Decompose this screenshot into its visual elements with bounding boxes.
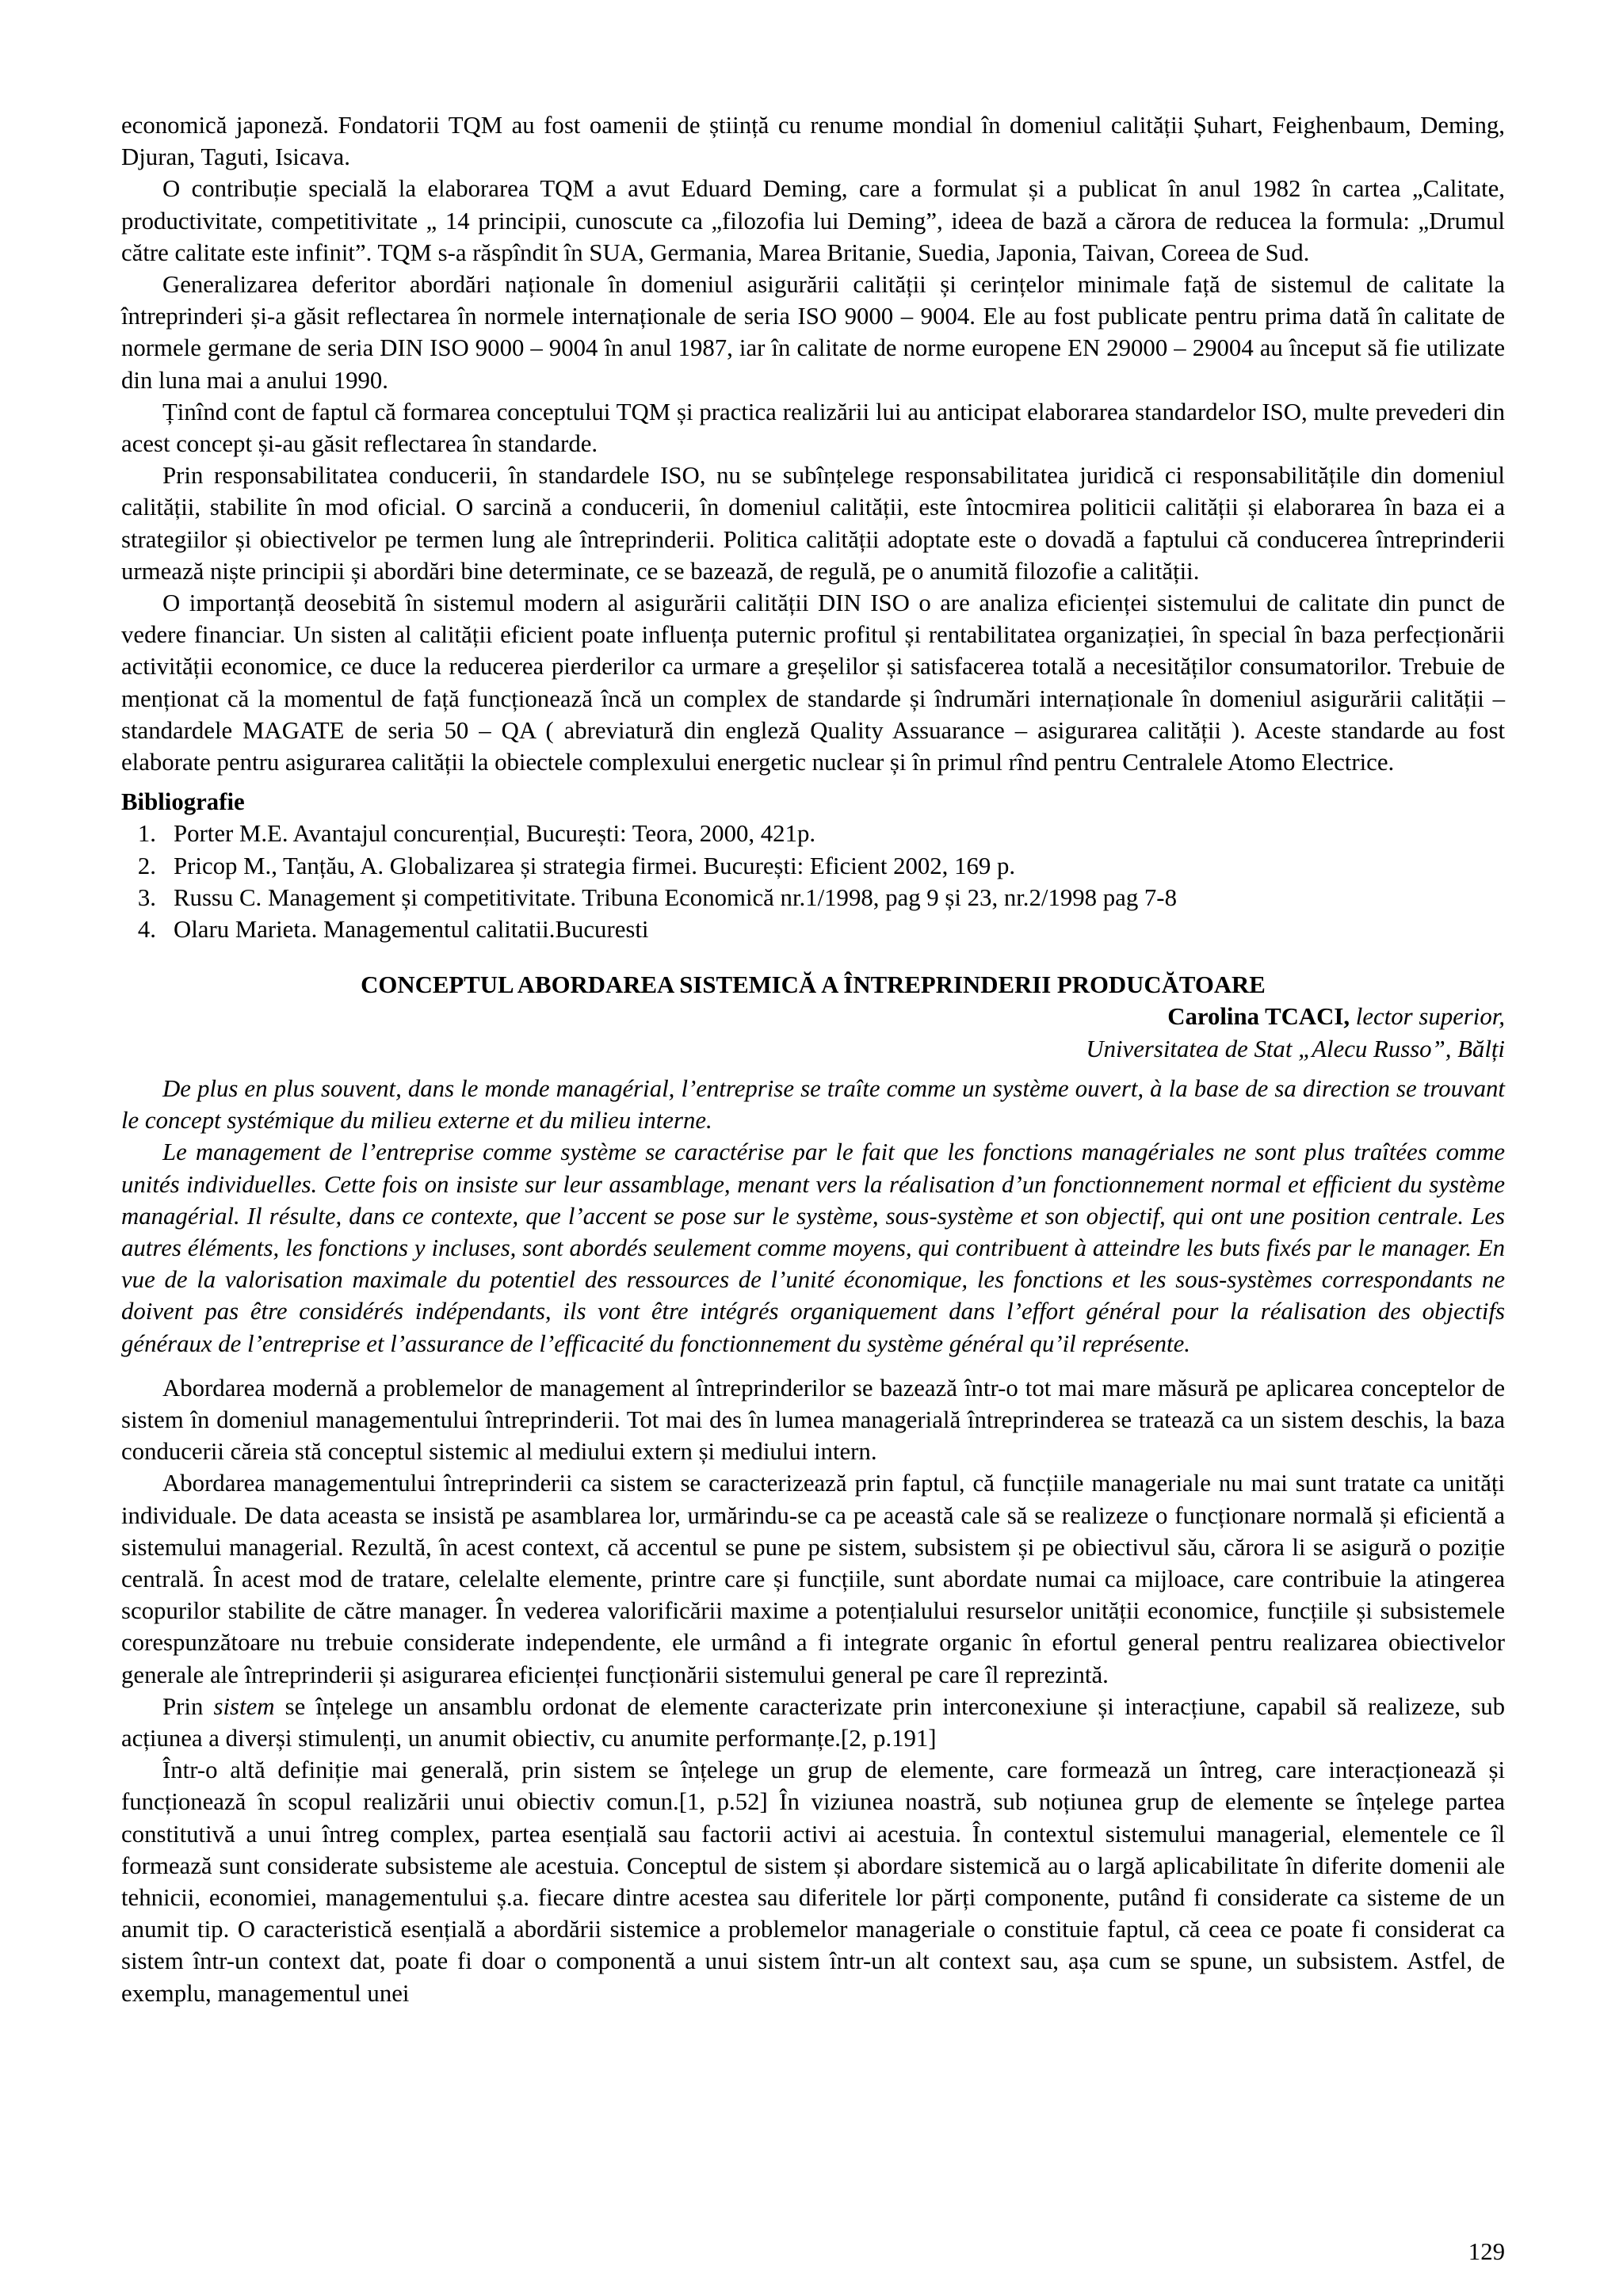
paragraph: Ținînd cont de faptul că formarea conceptului TQM și practica realizării lui au anticipat elaborarea standardelor ISO, multe prevederi din acest concept și-au găsit reflectarea în standarde. (121, 398, 1505, 458)
paragraph: O importanță deosebită în sistemul modern al asigurării calității DIN ISO o are analiza eficienței sistemului de calitate din punct de vedere financiar. Un sisten al calității eficient poate influența puternic profitul și rentabilitatea organizației, în special în baza perfecționării activității economice, ce duce la reducerea pierderilor ca urmare a greșelilor și satisfacerea totală a necesităților consumatorilor. Trebuie de menționat că la momentul de față funcționează încă un complex de standarde și îndrumări internaționale în domeniul asigurării calității – standardele MAGATE de seria 50 – QA ( abreviatură din engleză Quality Assuarance – asigurarea calității ). Aceste standarde au fost elaborate pentru asigurarea calității la obiectele complexului energetic nuclear și în primul rînd pentru Centralele Atomo Electrice. (121, 589, 1505, 776)
page-body (121, 109, 1505, 2009)
bibliography-item: 2. Pricop M., Tanțău, A. Globalizarea și strategia firmei. București: Eficient 2002, 169 p. (137, 852, 1016, 879)
author-name: Carolina TCACI, (1167, 1003, 1350, 1031)
author-role: lector superior, (1355, 1003, 1505, 1031)
abstract-paragraph: Le management de l’entreprise comme système se caractérise par le fait que les fonctions managériales ne sont plus traîtées comme unités individuelles. Cette fois on insiste sur leur assamblage, menant vers la réalisation d’un fonctionnement normal et efficient du système managérial. Il résulte, dans ce contexte, que l’accent se pose sur le système, sous-système et son objectif, qui ont une position centrale. Les autres éléments, les fonctions y incluses, sont abordés seulement comme moyens, qui contribuent à atteindre les buts fixés par le manager. En vue de la valorisation maximale du potentiel des ressources de l’unité économique, les fonctions et les sous-systèmes correspondants ne doivent pas être considérés indépendants, ils vont être intégrés organiquement dans l’effort général pour la réalisation des objectifs généraux de l’entreprise et l’assurance de l’efficacité du fonctionnement du système général qu’il représente. (121, 1138, 1505, 1357)
paragraph: O contribuție specială la elaborarea TQM a avut Eduard Deming, care a formulat și a publicat în anul 1982 în cartea „Calitate, productivitate, competitivitate „ 14 principii, cunoscute ca „filozofia lui Deming”, ideea de bază a cărora de reducea la formula: „Drumul către calitate este infinit”. TQM s-a răspîndit în SUA, Germania, Marea Britanie, Suedia, Japonia, Taivan, Coreea de Sud. (121, 175, 1505, 266)
article-author (121, 1001, 1505, 1032)
paragraph: Generalizarea deferitor abordări naționale în domeniul asigurării calității și cerințelor minimale față de sistemul de calitate la întreprinderi și-a găsit reflectarea în normele internaționale de seria ISO 9000 – 9004. Ele au fost publicate pentru prima dată în calitate de normele germane de seria DIN ISO 9000 – 9004 în anul 1987, iar în calitate de norme europene EN 29000 – 29004 au început să fie utilizate din luna mai a anului 1990. (121, 271, 1505, 394)
page-number: 129 (1468, 2238, 1505, 2265)
paragraph: Abordarea managementului întreprinderii ca sistem se caracterizează prin faptul, că funcțiile manageriale nu mai sunt tratate ca unități individuale. De data aceasta se insistă pe asamblarea lor, urmărindu-se ca pe această cale să se realizeze o funcționare normală și eficientă a sistemului managerial. Rezultă, în acest context, că accentul se pune pe sistem, subsistem și pe obiectivul său, cărora li se asigură o poziție centrală. În acest mod de tratare, celelalte elemente, printre care și funcțiile, sunt abordate numai ca mijloace, care contribuie la atingerea scopurilor stabilite de către manager. În vederea valorificării maxime a potențialului resurselor unității economice, funcțiile și subsistemele corespunzătoare nu trebuie considerate independente, ele urmând a fi integrate organic în efortul general pentru realizarea obiectivelor generale ale întreprinderii și asigurarea eficienței funcționării sistemului general pe care îl reprezintă. (121, 1470, 1505, 1688)
paragraph: economică japoneză. Fondatorii TQM au fost oamenii de știință cu renume mondial în domeniul calității Șuhart, Feighenbaum, Deming, Djuran, Taguti, Isicava. (121, 112, 1505, 171)
paragraph: Într-o altă definiție mai generală, prin sistem se înțelege un grup de elemente, care formează un întreg, care interacționează și funcționează în scopul realizării unui obiectiv comun.[1, p.52] În viziunea noastră, sub noțiunea grup de elemente se înțelege partea constitutivă a unui întreg complex, partea esențială sau factorii activi ai acestuia. În contextul sistemului managerial, elementele ce îl formează sunt considerate subsisteme ale acestuia. Conceptul de sistem și abordare sistemică au o largă aplicabilitate în diferite domenii ale tehnicii, economiei, managementului ș.a. fiecare dintre acestea sau diferitele lor părți componente, putând fi considerate ca sisteme de un anumit tip. O caracteristică esențială a abordării sistemice a problemelor manageriale o constituie faptul, că ceea ce poate fi considerat ca sistem într-un context dat, poate fi doar o componentă a unui sistem într-un alt context sau, așa cum se spune, un subsistem. Astfel, de exemplu, managementul unei (121, 1756, 1505, 2007)
bibliography-item: 4. Olaru Marieta. Managementul calitatii.Bucuresti (137, 916, 649, 944)
paragraph-definition: Prin sistem se înțelege un ansamblu ordonat de elemente caracterizate prin interconexiune și interacțiune, capabil să realizeze, sub acțiunea a diverși stimulenți, un anumit obiectiv, cu anumite performanțe.[2, p.191] (121, 1692, 1506, 1752)
article-title: CONCEPTUL ABORDAREA SISTEMICĂ A ÎNTREPRINDERII PRODUCĂTOARE (361, 971, 1266, 999)
term-sistem: sistem (213, 1692, 275, 1720)
bibliography-item: 3. Russu C. Management și competitivitate. Tribuna Economică nr.1/1998, pag 9 și 23, nr.2/1998 pag 7-8 (137, 883, 1177, 911)
paragraph: Abordarea modernă a problemelor de management al întreprinderilor se bazează într-o tot mai mare măsură pe aplicarea conceptelor de sistem în domeniul managementului întreprinderii. Tot mai des în lumea managerială întreprinderea se tratează ca un sistem deschis, la baza conducerii căreia stă conceptul sistemic al mediului extern și mediului intern. (121, 1374, 1505, 1466)
abstract-paragraph: De plus en plus souvent, dans le monde managérial, l’entreprise se traîte comme un système ouvert, à la base de sa direction se trouvant le concept systémique du milieu externe et du milieu interne. (121, 1074, 1505, 1135)
bibliography-item: 1. Porter M.E. Avantajul concurențial, București: Teora, 2000, 421p. (137, 820, 816, 848)
paragraph: Prin responsabilitatea conducerii, în standardele ISO, nu se subînțelege responsabilitatea juridică ci responsabilitățile din domeniul calității, stabilite în mod oficial. O sarcină a conducerii, în domeniul calității, este întocmirea politicii calității și elaborarea în baza ei a strategiilor și obiectivelor pe termen lung ale întreprinderii. Politica calității adoptate este o dovadă a faptului că conducerea întreprinderii urmează niște principii și abordări bine determinate, ce se bazează, de regulă, pe o anumită filozofie a calității. (121, 462, 1505, 585)
author-affiliation: Universitatea de Stat „Alecu Russo”, Bălți (1086, 1035, 1505, 1062)
bibliography-heading: Bibliografie (121, 788, 245, 816)
bibliography-list (121, 818, 1505, 945)
